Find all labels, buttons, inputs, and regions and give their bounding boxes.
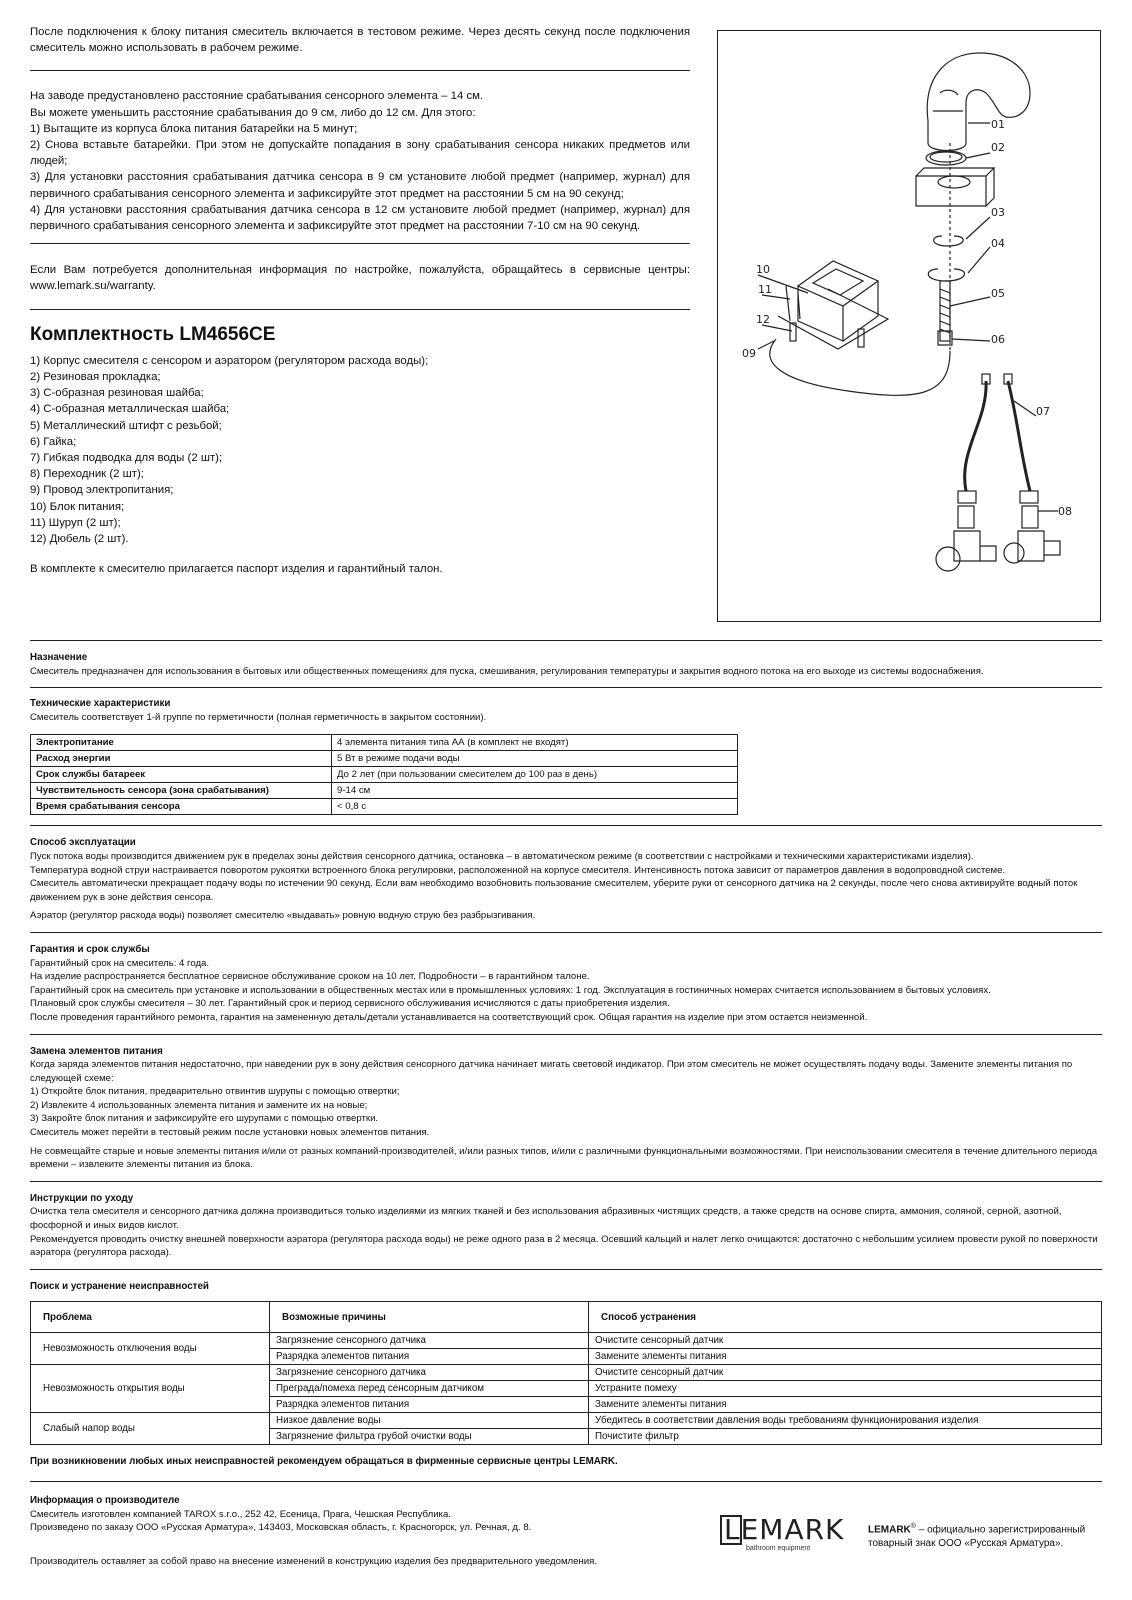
col-header: Проблема xyxy=(31,1302,270,1333)
service-info: Если Вам потребуется дополнительная информация по настройке, пожалуйста, обращайтесь в сервисные центры: www.lemark.su/warranty. xyxy=(30,264,690,293)
faucet-diagram-svg xyxy=(718,31,1099,620)
maker-title: Информация о производителе xyxy=(30,1495,180,1506)
battery-line: 3) Закройте блок питания и зафиксируйте его шурупами с помощью отвертки. xyxy=(30,1113,379,1125)
fix-cell: Убедитесь в соответствии давления воды требованиям функционирования изделия xyxy=(589,1413,1102,1429)
warranty-line: Гарантийный срок на смеситель при установке и использовании в общественных местах или в промышленных условиях: 1 год. Эксплуатация в гостиничных номерах считается использованием в бытовых условиях. xyxy=(30,984,991,996)
warranty-line: После проведения гарантийного ремонта, гарантия на замененную деталь/детали устанавливается на соответствующий срок. Общая гарантия на изделие при этом остается неизменной. xyxy=(30,1011,868,1023)
counter-plate xyxy=(916,176,986,206)
kit-item: 6) Гайка; xyxy=(30,435,77,448)
distance-line-3: 1) Вытащите из корпуса блока питания батарейки на 5 минут; xyxy=(30,122,358,135)
warranty-line: На изделие распространяется бесплатное сервисное обслуживание сроком на 10 лет. Подробности – в гарантийном талоне. xyxy=(30,971,590,983)
fix-cell: Очистите сенсорный датчик xyxy=(589,1365,1102,1381)
spec-key: Электропитание xyxy=(31,735,332,751)
label-01: 01 xyxy=(991,118,1005,131)
fix-cell: Устраните помеху xyxy=(589,1381,1102,1397)
cause-cell: Загрязнение сенсорного датчика xyxy=(270,1333,589,1349)
valve-outlet-left xyxy=(980,546,996,561)
leader-line xyxy=(966,217,990,239)
spec-key: Расход энергии xyxy=(31,751,332,767)
kit-title: Комплектность LM4656CE xyxy=(30,323,276,345)
care-title: Инструкции по уходу xyxy=(30,1192,134,1204)
faucet-detail xyxy=(940,90,958,95)
label-02: 02 xyxy=(991,141,1005,154)
warranty-line: Плановый срок службы смесителя – 30 лет. Гарантийный срок и период сервисного обслуживания исчисляются с даты приобретения изделия. xyxy=(30,998,670,1010)
spec-key: Срок службы батареек xyxy=(31,767,332,783)
spec-key: Время срабатывания сенсора xyxy=(31,799,332,815)
cause-cell: Низкое давление воды xyxy=(270,1413,589,1429)
table-header-row xyxy=(31,1302,1102,1333)
power-box-lid xyxy=(813,269,863,295)
power-box-plate xyxy=(778,289,888,349)
fix-cell: Очистите сенсорный датчик xyxy=(589,1333,1102,1349)
spec-value: 4 элемента питания типа АА (в комплект не входят) xyxy=(332,735,738,751)
problem-cell: Невозможность отключения воды xyxy=(31,1333,270,1365)
kit-item: 12) Дюбель (2 шт). xyxy=(30,533,129,546)
maker-line: Смеситель изготовлен компанией TAROX s.r.o., 252 42, Есеница, Прага, Чешская Республика. xyxy=(30,1508,451,1520)
battery-line: 2) Извлеките 4 использованных элемента питания и замените их на новые; xyxy=(30,1099,368,1111)
trademark-brand: LEMARK xyxy=(868,1524,911,1536)
table-row xyxy=(31,783,738,799)
angle-valve-left xyxy=(954,531,980,561)
distance-line-2: Вы можете уменьшить расстояние срабатывания до 9 см, либо до 12 см. Для этого: xyxy=(30,106,476,119)
kit-item: 2) Резиновая прокладка; xyxy=(30,371,161,384)
spec-value: 9-14 см xyxy=(332,783,738,799)
trademark-note xyxy=(868,1520,1108,1551)
care-line: Рекомендуется проводить очистку внешней поверхности аэратора (регулятора расхода воды) не реже одного раза в 2 месяца. Осевший кальций и налет легко очищаются: достаточно с небольшим усилием провести рукой по поверхности аэратора (регулятора расхода). xyxy=(30,1233,1098,1259)
battery-title: Замена элементов питания xyxy=(30,1045,163,1057)
usage-line: Смеситель автоматически прекращает подачу воды по истечении 90 секунд. Если вам необходимо возобновить пользование смесителем, уберите руки от сенсорного датчика на 2 секунды, после чего снова активируйте водный поток движением рук в зоне действия сенсора. xyxy=(30,878,1078,903)
logo-subtitle: bathroom equipment xyxy=(746,1545,811,1552)
label-09: 09 xyxy=(742,347,756,360)
label-11: 11 xyxy=(758,283,772,296)
adapter xyxy=(958,506,974,528)
c-washer-rubber xyxy=(934,236,964,246)
problem-cell: Слабый напор воды xyxy=(31,1413,270,1445)
kit-item: 3) С-образная резиновая шайба; xyxy=(30,387,204,400)
label-06: 06 xyxy=(991,333,1005,346)
kit-item: 9) Провод электропитания; xyxy=(30,484,174,497)
kit-item: 7) Гибкая подводка для воды (2 шт); xyxy=(30,452,223,465)
trademark-text-2: товарный знак ООО «Русская Арматура». xyxy=(868,1538,1064,1550)
kit-item: 4) С-образная металлическая шайба; xyxy=(30,403,230,416)
col-header: Способ устранения xyxy=(589,1302,1102,1333)
battery-note: Не совмещайте старые и новые элементы питания и/или от разных компаний-производителей, и/или разных типов, и/или с различными функциональными возможностями. При неиспользовании смесителя в течение длительного периода времени – извлеките элементы питания из блока. xyxy=(30,1145,1098,1171)
screw xyxy=(786,286,790,321)
battery-line: Когда заряда элементов питания недостаточно, при наведении рук в зону действия сенсорного датчика начинает мигать световой индикатор. При этом смеситель не может осуществлять подачу воды. Замените элементы питания по следующей схеме: xyxy=(30,1059,1073,1084)
trouble-note: При возникновении любых иных неисправностей рекомендуем обращаться в фирменные сервисные центры LEMARK. xyxy=(30,1456,618,1468)
cause-cell: Загрязнение сенсорного датчика xyxy=(270,1365,589,1381)
kit-item: 1) Корпус смесителя с сенсором и аэратором (регулятором расхода воды); xyxy=(30,354,429,367)
trouble-title: Поиск и устранение неисправностей xyxy=(30,1280,209,1292)
rod-thread xyxy=(940,289,950,333)
flexible-hose-left xyxy=(965,381,986,491)
specs-title: Технические характеристики xyxy=(30,698,171,710)
counter-plate-top xyxy=(916,168,994,176)
gasket xyxy=(926,151,966,165)
spec-value: До 2 лет (при пользовании смесителем до 100 раз в день) xyxy=(332,767,738,783)
kit-note: В комплекте к смесителю прилагается паспорт изделия и гарантийный талон. xyxy=(30,563,443,576)
distance-line-4: 2) Снова вставьте батарейки. При этом не допускайте попадания в зону срабатывания сенсора никаких предметов или людей; xyxy=(30,139,690,168)
valve-outlet-right xyxy=(1044,541,1060,555)
table-row xyxy=(31,799,738,815)
intro-column xyxy=(30,24,690,577)
cause-cell: Разрядка элементов питания xyxy=(270,1397,589,1413)
label-08: 08 xyxy=(1058,505,1072,518)
counter-plate-side xyxy=(986,168,994,206)
hose-nut xyxy=(958,491,976,503)
registered-mark: ® xyxy=(910,1523,916,1530)
battery-line: 1) Откройте блок питания, предварительно отвинтив шурупы с помощью отвертки; xyxy=(30,1086,400,1098)
table-row xyxy=(31,1333,1102,1349)
kit-item: 11) Шуруп (2 шт); xyxy=(30,516,121,529)
cause-cell: Преграда/помеха перед сенсорным датчиком xyxy=(270,1381,589,1397)
usage-note: Аэратор (регулятор расхода воды) позволяет смесителю «выдавать» ровную водную струю без разбрызгивания. xyxy=(30,910,536,922)
valve-flange-right xyxy=(1004,543,1024,563)
intro-paragraph-1: После подключения к блоку питания смеситель включается в тестовом режиме. Через десять секунд после подключения смеситель можно использовать в рабочем режиме. xyxy=(30,26,690,55)
exploded-diagram xyxy=(717,30,1101,622)
label-03: 03 xyxy=(991,206,1005,219)
label-10: 10 xyxy=(756,263,770,276)
leader-line xyxy=(1014,401,1036,416)
kit-list xyxy=(30,353,690,547)
fix-cell: Почистите фильтр xyxy=(589,1429,1102,1445)
purpose-title: Назначение xyxy=(30,652,88,663)
warranty-title: Гарантия и срок службы xyxy=(30,943,150,955)
battery-line: Смеситель может перейти в тестовый режим после установки новых элементов питания. xyxy=(30,1127,430,1139)
fix-cell: Замените элементы питания xyxy=(589,1397,1102,1413)
leader-line xyxy=(952,339,990,341)
adapter xyxy=(1022,506,1038,528)
gasket-inner xyxy=(930,152,962,162)
label-12: 12 xyxy=(756,313,770,326)
disclaimer: Производитель оставляет за собой право на внесение изменений в конструкцию изделия без предварительного уведомления. xyxy=(30,1555,598,1567)
label-04: 04 xyxy=(991,237,1005,250)
table-row xyxy=(31,735,738,751)
hose-nut xyxy=(1020,491,1038,503)
power-box-top xyxy=(798,261,878,306)
specs-text: Смеситель соответствует 1-й группе по герметичности (полная герметичность в закрытом состоянии). xyxy=(30,711,487,723)
leader-line xyxy=(950,297,990,306)
label-07: 07 xyxy=(1036,405,1050,418)
cause-cell: Загрязнение фильтра грубой очистки воды xyxy=(270,1429,589,1445)
leader-line xyxy=(968,247,990,273)
lemark-logo xyxy=(720,1513,845,1557)
usage-title: Способ эксплуатации xyxy=(30,837,136,849)
specs-table xyxy=(30,734,738,815)
leader-line xyxy=(966,153,990,158)
purpose-text: Смеситель предназначен для использования в бытовых или общественных помещениях для пуска, смешивания, регулирования температуры и закрытия водного потока на его выходе из системы водоснабжения. xyxy=(30,665,984,677)
table-row xyxy=(31,751,738,767)
usage-line: Температура водной струи настраивается поворотом рукоятки встроенного блока регулировки, расположенной на корпусе смесителя. Интенсивность потока зависит от параметров давления в водопроводной системе. xyxy=(30,864,1006,876)
cause-cell: Разрядка элементов питания xyxy=(270,1349,589,1365)
trademark-text-1: – официально зарегистрированный xyxy=(915,1524,1086,1536)
c-washer-metal xyxy=(928,269,964,281)
kit-item: 5) Металлический штифт с резьбой; xyxy=(30,419,222,432)
label-05: 05 xyxy=(991,287,1005,300)
maker-line: Произведено по заказу ООО «Русская Арматура», 143403, Московская область, г. Красногорск, ул. Речная, д. 8. xyxy=(30,1522,532,1534)
plate-hole xyxy=(938,176,970,188)
distance-line-6: 4) Для установки расстояния срабатывания датчика сенсора в 12 см установите любой предмет (например, журнал) для первичного срабатывания сенсорного элемента и зафиксируйте этот предмет на расстоянии 7-10 см на 90 секунд. xyxy=(30,203,690,233)
spec-value: < 0,8 с xyxy=(332,799,738,815)
fix-cell: Замените элементы питания xyxy=(589,1349,1102,1365)
spec-value: 5 Вт в режиме подачи воды xyxy=(332,751,738,767)
trouble-table xyxy=(30,1301,1102,1445)
col-header: Возможные причины xyxy=(270,1302,589,1333)
details-section xyxy=(30,640,1102,1568)
table-row xyxy=(31,1365,1102,1381)
kit-item: 10) Блок питания; xyxy=(30,500,125,513)
flexible-hose-right xyxy=(1008,381,1030,491)
logo-wordmark: LEMARK xyxy=(724,1513,845,1546)
care-line: Очистка тела смесителя и сенсорного датчика должна производиться только изделиями из мягких тканей и без использования абразивных чистящих средств, а также средств на основе спирта, аммония, соляной, серной, азотной, фосфорной и иных видов кислот. xyxy=(30,1206,1062,1232)
warranty-line: Гарантийный срок на смеситель: 4 года. xyxy=(30,957,210,969)
faucet-body xyxy=(927,53,1030,151)
spec-key: Чувствительность сенсора (зона срабатывания) xyxy=(31,783,332,799)
valve-flange-left xyxy=(936,547,960,571)
usage-line: Пуск потока воды производится движением рук в пределах зоны действия сенсорного датчика, остановка – в автоматическом режиме (в соответствии с настройками и техническими характеристиками изделия). xyxy=(30,850,974,862)
table-row xyxy=(31,1413,1102,1429)
table-row xyxy=(31,767,738,783)
power-box-front xyxy=(798,286,843,341)
kit-item: 8) Переходник (2 шт); xyxy=(30,468,144,481)
distance-line-1: На заводе предустановлено расстояние срабатывания сенсорного элемента – 14 см. xyxy=(30,90,484,103)
dowel xyxy=(858,329,864,347)
distance-line-5: 3) Для установки расстояния срабатывания датчика сенсора в 9 см установите любой предмет (например, журнал) для первичного срабатывания сенсорного элемента и зафиксируйте этот предмет на расстоянии 5 см на 90 секунд; xyxy=(30,171,690,200)
problem-cell: Невозможность открытия воды xyxy=(31,1365,270,1413)
